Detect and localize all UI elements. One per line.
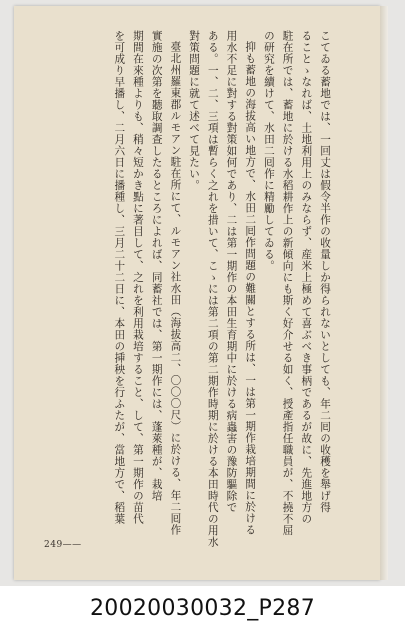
page-number: 249—— — [44, 540, 82, 550]
text-line: こてゐる蓄地では、一回丈は假令半作の收量しか得られないとしても、年二囘の收穫を舉げ得 — [319, 30, 331, 513]
text-line: 實施の次第を聽取調查したるところによれば、同蓄社では、第一期作には、蓬萊種が、栽培 — [150, 30, 163, 502]
page-edge-shadow — [380, 6, 388, 580]
text-line: 對策問題に就て述べて見たい。 — [188, 30, 201, 191]
text-line: 駐在所では、蓄地に於ける水稻耕作上の新傾向にも斯く好介せる如く、授產指任職員が、不撓不屈 — [281, 30, 294, 536]
image-caption: 20020030032_P287 — [89, 596, 316, 621]
text-line: の研究を續けて、水田二囘作に精勵してゐる。 — [262, 30, 275, 272]
text-line: 臺北州羅東郡ルモアン駐在所にて、ルモアン社水田（海拔高二、〇〇〇尺）に於ける、年二囘作 — [169, 40, 182, 536]
text-line: ある。一、二、三項は暫らく之れを措いて、こゝには第二項の第二期作時期に於ける本田時代の用水 — [206, 30, 219, 548]
text-line: ることゝなれば、土地利用上のみならず、産米上極めて喜ぶべき事柄であるが故に、先進地方の — [300, 30, 313, 525]
text-line: 期間在來種よりも、稍々短かき點に著目して、之れを利用栽培すること、して、第一期作の苗代 — [131, 30, 144, 525]
text-line: 抑も蓄地の海拔高い地方で、水田二囘作問題の難關とする所は、一は第一期作栽培期間に於ける — [244, 40, 257, 536]
text-line: を可成り早播し、二月六日に播種し、三月二十二日に、本田の挿秧を行ふたが、當地方で、稻葉 — [113, 30, 126, 525]
text-line: 用水不足に對する對策如何であり、二は第一期作の本田生育期中に於ける病蟲害の豫防驅除で — [225, 30, 238, 513]
